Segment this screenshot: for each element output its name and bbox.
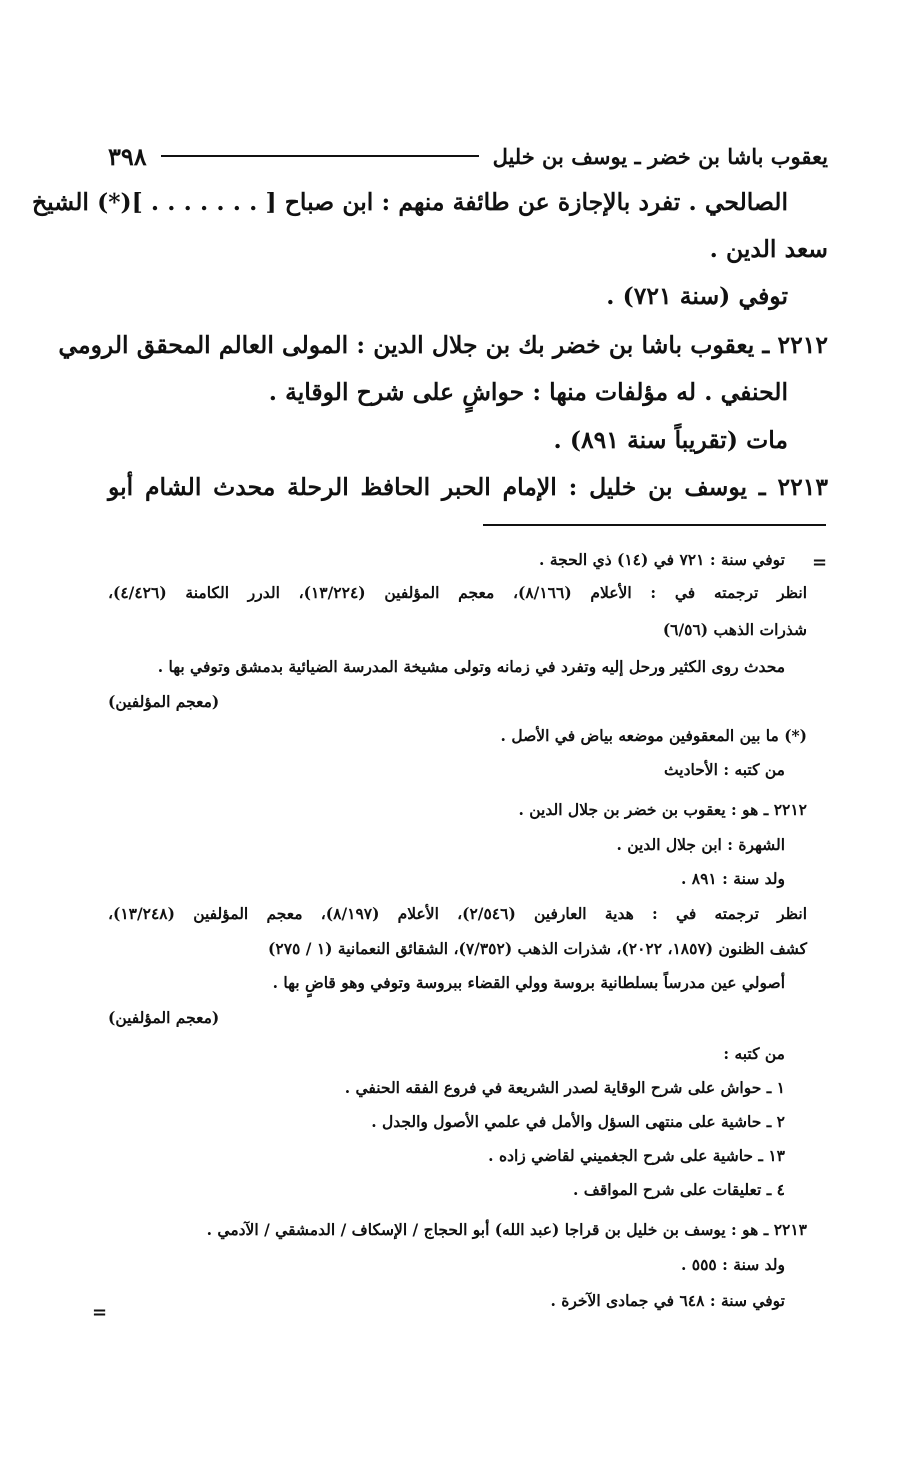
footnote-line: أصولي عين مدرساً بسلطانية بروسة وولي القضاء ببروسة وتوفي وهو قاضٍ بها . <box>272 973 785 992</box>
footnote-entry-2213: ٢٢١٣ ـ هو : يوسف بن خليل بن قراجا (عبد الله) أبو الحجاج / الإسكاف / الدمشقي / الآدمي . <box>206 1220 807 1239</box>
footnote-line: ولد سنة : ٨٩١ . <box>680 869 785 888</box>
footnote-line: شذرات الذهب (٦/٥٦) <box>662 620 807 639</box>
footnote-line: من كتبه : الأحاديث <box>664 760 785 779</box>
entry-2213-heading: ٢٢١٣ ـ يوسف بن خليل : الإمام الحبر الحافظ الرحلة محدث الشام أبو <box>108 473 828 501</box>
footnote-line: الشهرة : ابن جلال الدين . <box>616 835 785 854</box>
footnote-line: (*) ما بين المعقوفين موضعه بياض في الأصل . <box>500 726 807 745</box>
running-title: يعقوب باشا بن خضر ـ يوسف بن خليل <box>492 143 828 169</box>
footnote-source: (معجم المؤلفين) <box>108 1008 220 1027</box>
header-rule <box>161 155 479 157</box>
footnote-line: من كتبه : <box>723 1044 785 1063</box>
footnote-line: كشف الظنون (١٨٥٧، ٢٠٢٢)، شذرات الذهب (٧/٣٥٢)، الشقائق النعمانية (١ / ٢٧٥) <box>268 939 807 958</box>
page-number: ٣٩٨ <box>108 141 147 171</box>
footnote-list-item: ٤ ـ تعليقات على شرح المواقف . <box>572 1180 785 1199</box>
footnote-list-item: ١ ـ حواش على شرح الوقاية لصدر الشريعة في فروع الفقه الحنفي . <box>344 1078 785 1097</box>
main-line: الحنفي . له مؤلفات منها : حواشٍ على شرح الوقاية . <box>268 378 788 406</box>
running-header <box>108 136 828 176</box>
main-line: الصالحي . تفرد بالإجازة عن طائفة منهم : ابن صباح [ . . . . . . . ](*) الشيخ <box>32 188 788 216</box>
footnote-line: انظر ترجمته في : الأعلام (٨/١٦٦)، معجم المؤلفين (١٣/٢٢٤)، الدرر الكامنة (٤/٤٢٦)، <box>108 583 807 602</box>
footnote-line: انظر ترجمته في : هدية العارفين (٢/٥٤٦)، الأعلام (٨/١٩٧)، معجم المؤلفين (١٣/٢٤٨)، <box>108 904 808 923</box>
footnote-line: محدث روى الكثير ورحل إليه وتفرد في زمانه وتولى مشيخة المدرسة الضيائية بدمشق وتوفي بها . <box>157 657 785 676</box>
footnote-line: توفي سنة : ٦٤٨ في جمادى الآخرة . <box>550 1291 785 1310</box>
footnote-line: ولد سنة : ٥٥٥ . <box>680 1255 785 1274</box>
page-continuation-mark: = <box>92 1302 108 1323</box>
continuation-mark: = <box>812 552 828 573</box>
main-line: توفي (سنة ٧٢١) . <box>606 282 788 310</box>
footnote-separator <box>483 524 826 526</box>
footnote-line: توفي سنة : ٧٢١ في (١٤) ذي الحجة . <box>539 550 785 569</box>
entry-2212-heading: ٢٢١٢ ـ يعقوب باشا بن خضر بك بن جلال الدين : المولى العالم المحقق الرومي <box>58 331 828 359</box>
footnote-list-item: ١٣ ـ حاشية على شرح الجغميني لقاضي زاده . <box>488 1146 785 1165</box>
footnote-entry-2212: ٢٢١٢ ـ هو : يعقوب بن خضر بن جلال الدين . <box>518 800 807 819</box>
footnote-source: (معجم المؤلفين) <box>108 692 220 711</box>
main-line: مات (تقريباً سنة ٨٩١) . <box>553 426 788 454</box>
footnote-list-item: ٢ ـ حاشية على منتهى السؤل والأمل في علمي الأصول والجدل . <box>371 1112 785 1131</box>
main-line: سعد الدين . <box>709 235 828 263</box>
